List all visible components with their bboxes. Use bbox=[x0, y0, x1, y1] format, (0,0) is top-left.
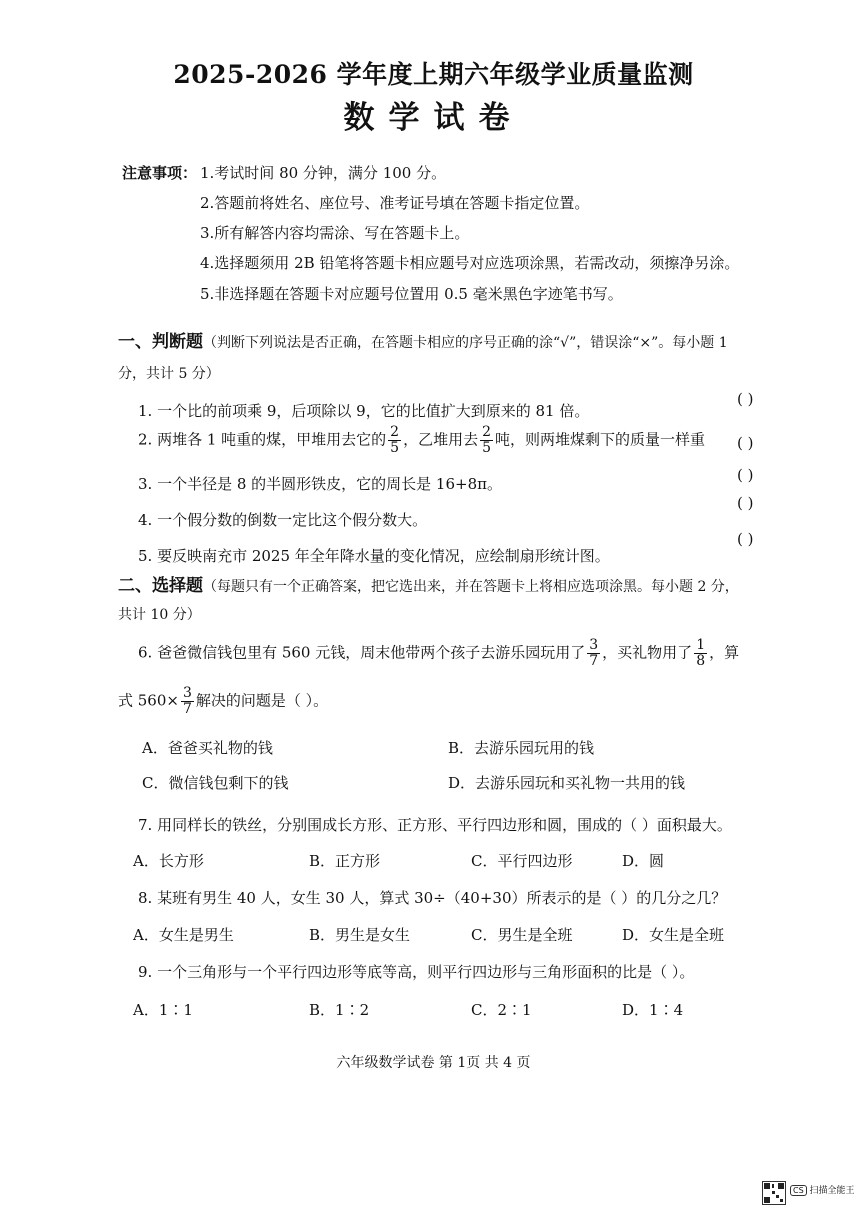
section1-desc-2: 分，共计 5 分） bbox=[118, 366, 220, 382]
q6-part-b: ，买礼物用了 bbox=[602, 643, 693, 662]
q7-text: 7. 用同样长的铁丝，分别围成长方形、正方形、平行四边形和圆，围成的（ ）面积最大。 bbox=[138, 816, 732, 834]
q4-text: 4. 一个假分数的倒数一定比这个假分数大。 bbox=[138, 511, 428, 529]
section1-heading-line bbox=[118, 327, 728, 352]
q6-fraction-1: $\frac{3}{7}$ bbox=[589, 637, 599, 669]
q8-option-c: C．男生是全班 bbox=[471, 926, 573, 944]
q2-fraction-1: $\frac{2}{5}$ bbox=[390, 424, 400, 456]
q6-line1 bbox=[138, 638, 739, 669]
q4-answer-paren: ( ) bbox=[737, 494, 754, 512]
q2-answer-paren: ( ) bbox=[737, 434, 754, 452]
section1-desc: （判断下列说法是否正确，在答题卡相应的序号正确的涂“√”，错误涂“×”。每小题 1 bbox=[203, 335, 728, 351]
q6-line2 bbox=[118, 686, 328, 717]
q7-option-b: B．正方形 bbox=[309, 852, 381, 870]
notice-item-5: 5.非选择题在答题卡对应题号位置用 0.5 毫米黑色字迹笔书写。 bbox=[200, 285, 623, 303]
exam-title-line2: 数学试卷 bbox=[343, 100, 524, 136]
section2-desc-2: 共计 10 分） bbox=[118, 607, 201, 623]
q6-part-e: 解决的问题是（ ）。 bbox=[195, 691, 329, 710]
q8-text: 8. 某班有男生 40 人，女生 30 人，算式 30÷（40+30）所表示的是（ ）的几分之几？ bbox=[138, 889, 727, 907]
exam-title-line1: 2025-2026 学年度上期六年级学业质量监测 bbox=[173, 60, 694, 89]
section1-heading: 一、判断题 bbox=[118, 332, 203, 352]
notice-item-1: 1.考试时间 80 分钟，满分 100 分。 bbox=[200, 164, 447, 182]
q3-text: 3. 一个半径是 8 的半圆形铁皮，它的周长是 16+8π。 bbox=[138, 475, 502, 493]
q6-part-c: ，算 bbox=[709, 643, 740, 662]
q8-option-a: A．女生是男生 bbox=[133, 926, 234, 944]
q5-answer-paren: ( ) bbox=[737, 530, 754, 548]
q8-option-b: B．男生是女生 bbox=[309, 926, 411, 944]
q2-part-b: ，乙堆用去 bbox=[403, 430, 479, 449]
q6-option-b: B．去游乐园玩用的钱 bbox=[448, 739, 595, 757]
notice-item-2: 2.答题前将姓名、座位号、准考证号填在答题卡指定位置。 bbox=[200, 194, 590, 212]
page-footer: 六年级数学试卷 第 1页 共 4 页 bbox=[336, 1055, 531, 1071]
q1-text: 1. 一个比的前项乘 9，后项除以 9，它的比值扩大到原来的 81 倍。 bbox=[138, 402, 590, 420]
section2-desc: （每题只有一个正确答案，把它选出来，并在答题卡上将相应选项涂黑。每小题 2 分， bbox=[203, 579, 739, 595]
q5-text: 5. 要反映南充市 2025 年全年降水量的变化情况，应绘制扇形统计图。 bbox=[138, 547, 610, 565]
q9-option-c: C．2∶1 bbox=[471, 1001, 532, 1019]
q7-option-a: A．长方形 bbox=[133, 852, 204, 870]
q9-option-b: B．1∶2 bbox=[309, 1001, 370, 1019]
q2-part-c: 吨，则两堆煤剩下的质量一样重 bbox=[495, 430, 706, 449]
q6-option-c: C．微信钱包剩下的钱 bbox=[142, 774, 289, 792]
q7-option-c: C．平行四边形 bbox=[471, 852, 573, 870]
q6-fraction-3: $\frac{3}{7}$ bbox=[182, 685, 192, 717]
q2-fraction-2: $\frac{2}{5}$ bbox=[482, 424, 492, 456]
q6-option-d: D．去游乐园玩和买礼物一共用的钱 bbox=[448, 774, 686, 792]
q6-fraction-2: $\frac{1}{8}$ bbox=[696, 637, 706, 669]
q3-answer-paren: ( ) bbox=[737, 466, 754, 484]
q6-part-d: 式 560× bbox=[118, 691, 179, 710]
cs-icon: CS bbox=[790, 1185, 807, 1196]
notice-label: 注意事项： bbox=[122, 164, 198, 182]
scanner-logo-text: 扫描全能王 bbox=[809, 1186, 855, 1196]
q2-part-a: 2. 两堆各 1 吨重的煤，甲堆用去它的 bbox=[138, 430, 387, 449]
q8-option-d: D．女生是全班 bbox=[622, 926, 725, 944]
q1-answer-paren: ( ) bbox=[737, 390, 754, 408]
q9-text: 9. 一个三角形与一个平行四边形等底等高，则平行四边形与三角形面积的比是（ ）。 bbox=[138, 963, 695, 981]
q7-option-d: D．圆 bbox=[622, 852, 665, 870]
q2-text bbox=[138, 425, 705, 456]
scanner-logo bbox=[790, 1183, 855, 1196]
notice-item-3: 3.所有解答内容均需涂、写在答题卡上。 bbox=[200, 224, 470, 242]
q9-option-d: D．1∶4 bbox=[622, 1001, 684, 1019]
section2-heading-line bbox=[118, 571, 739, 596]
q6-part-a: 6. 爸爸微信钱包里有 560 元钱，周末他带两个孩子去游乐园玩用了 bbox=[138, 643, 586, 662]
q9-option-a: A．1∶1 bbox=[133, 1001, 193, 1019]
qr-code-icon bbox=[762, 1181, 786, 1205]
q6-option-a: A．爸爸买礼物的钱 bbox=[142, 739, 273, 757]
section2-heading: 二、选择题 bbox=[118, 576, 203, 596]
notice-item-4: 4.选择题须用 2B 铅笔将答题卡相应题号对应选项涂黑，若需改动，须擦净另涂。 bbox=[200, 254, 740, 272]
